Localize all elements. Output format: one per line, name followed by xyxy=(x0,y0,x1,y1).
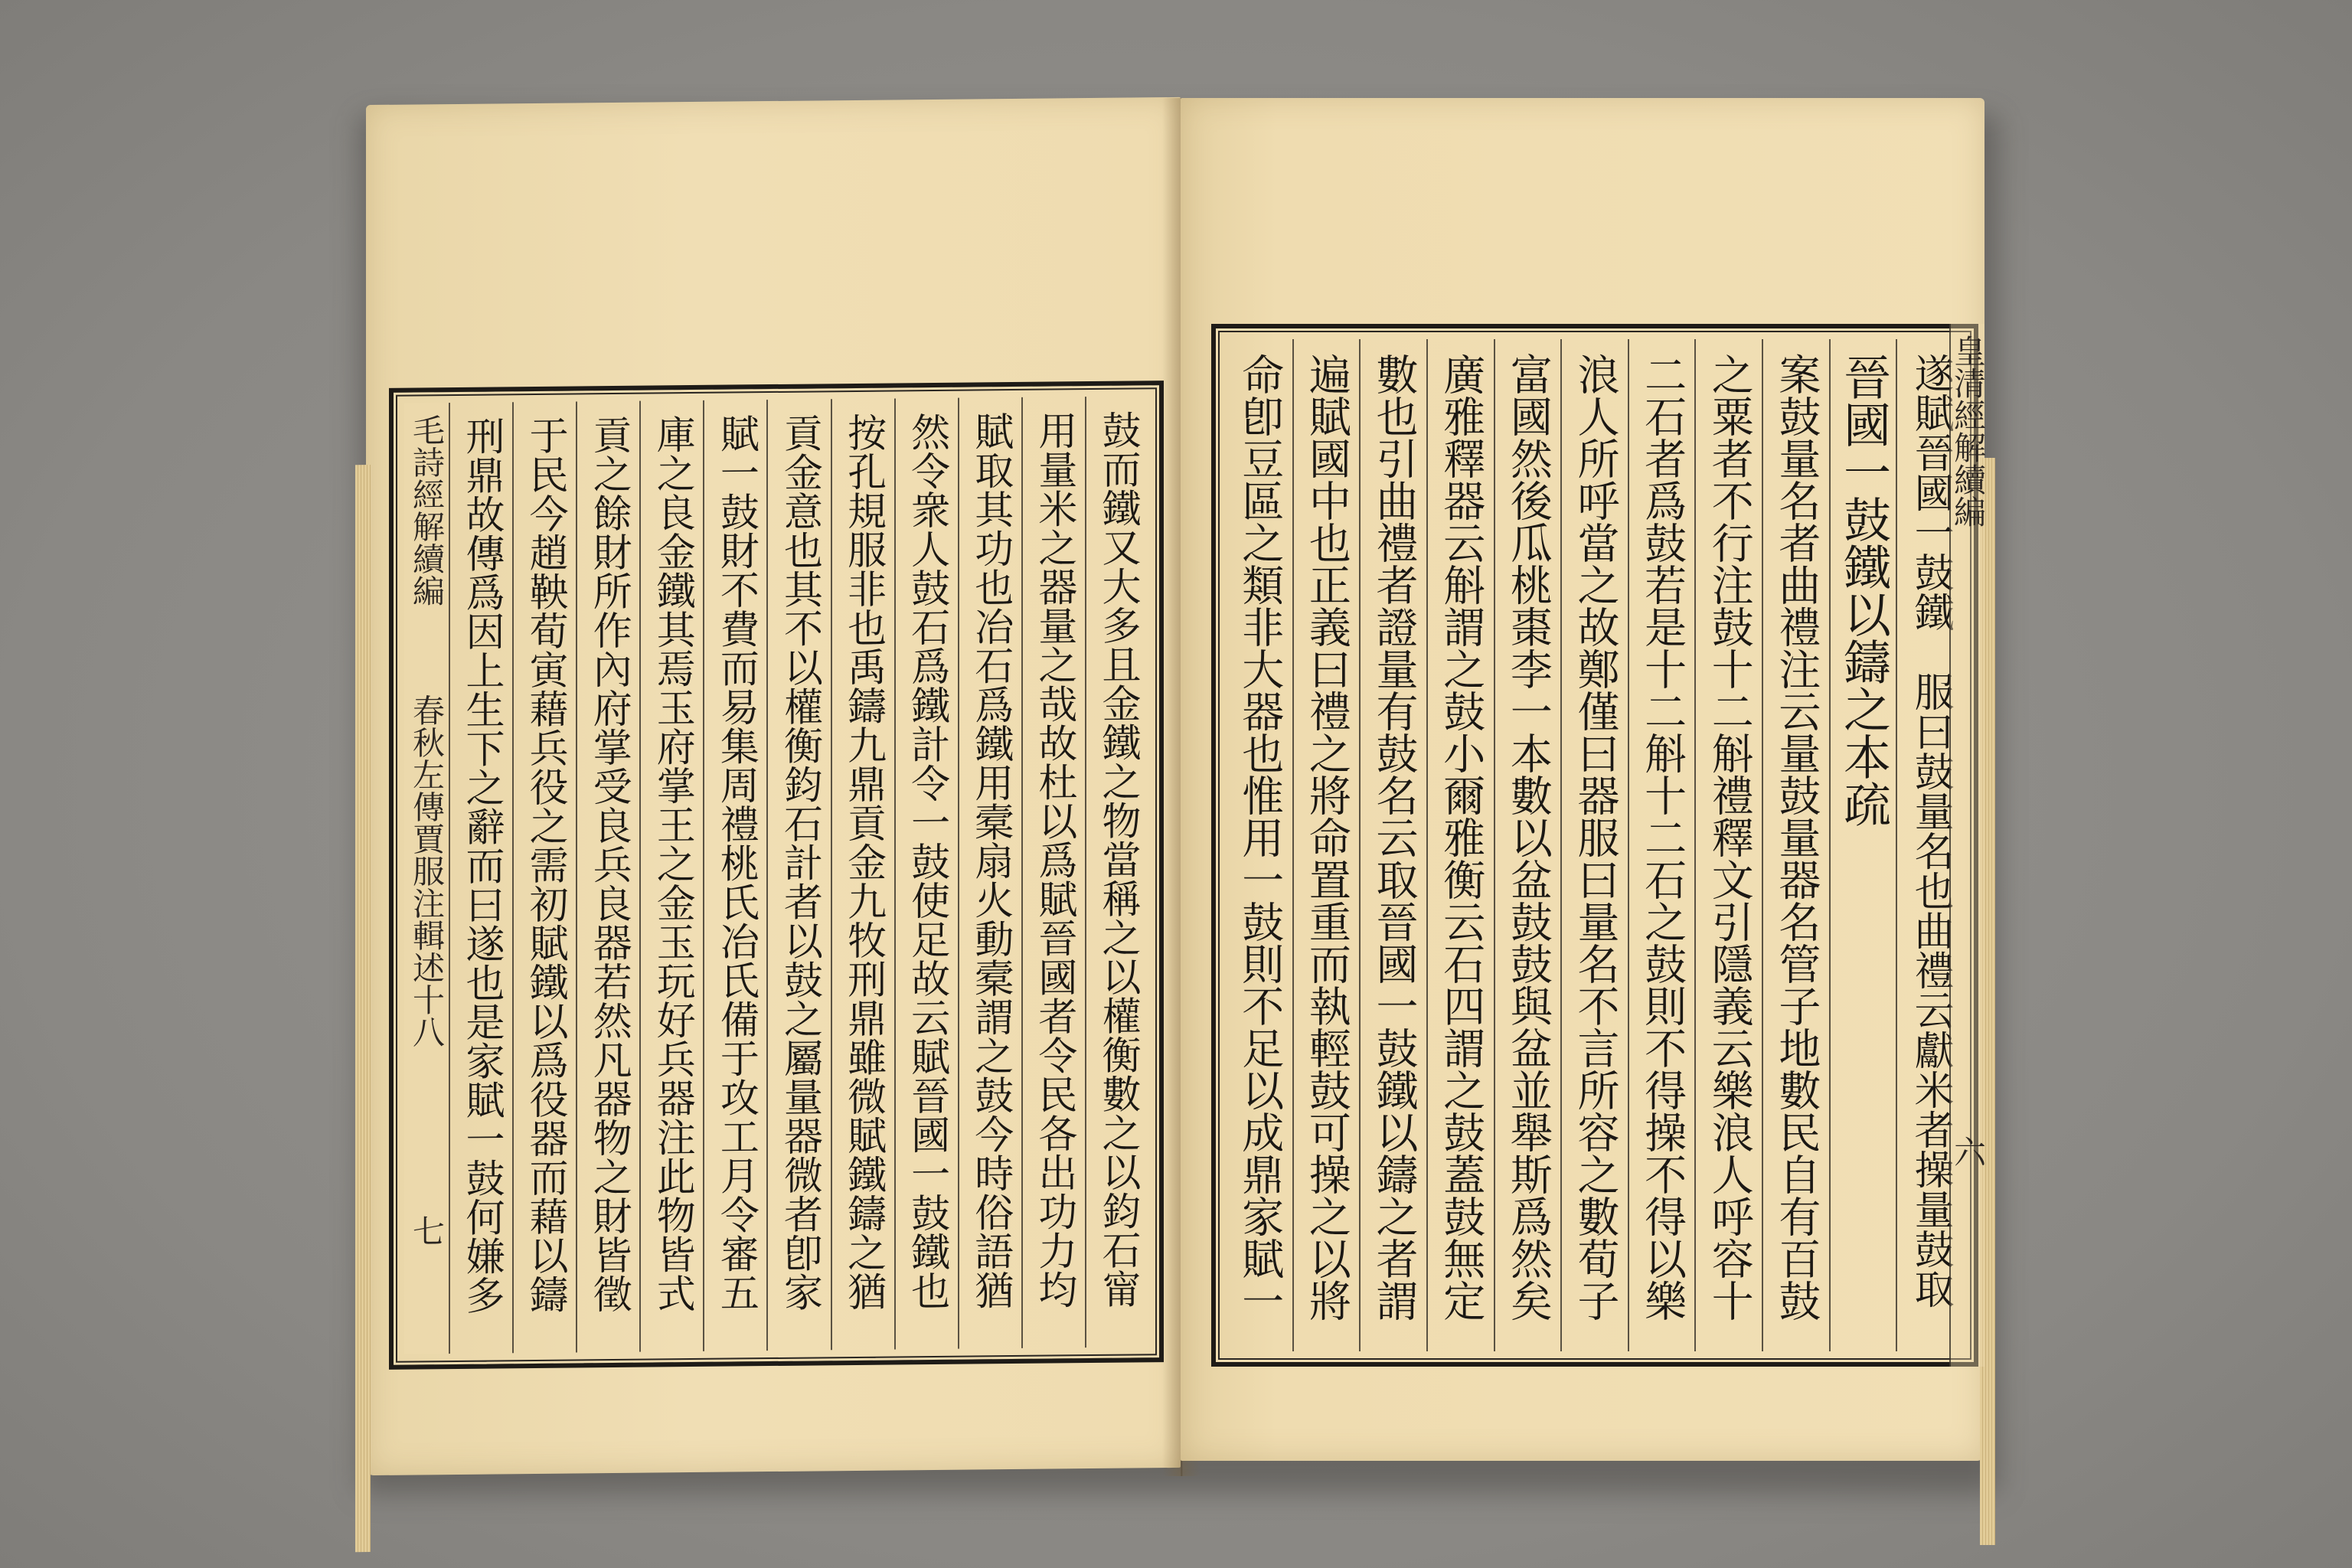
right-page-column xyxy=(1227,339,1292,1351)
left-margin-section: 春秋左傳賈服注輯述十八 xyxy=(407,694,446,1048)
right-page xyxy=(1181,98,1987,1461)
left-page-column xyxy=(766,399,830,1351)
left-page-edge xyxy=(355,465,371,1552)
left-page-column-text: 庫之良金鐵其焉玉府掌王之金玉玩好兵器注此物皆式 xyxy=(649,413,695,1313)
left-page xyxy=(366,97,1181,1475)
right-page-frame xyxy=(1211,324,1978,1367)
left-page-column xyxy=(958,397,1021,1349)
right-margin-page-number: 六 xyxy=(1949,1135,1987,1168)
left-page-column xyxy=(894,398,958,1350)
left-page-column xyxy=(831,398,894,1350)
right-page-column-text: 命卽豆區之類非大器也惟用一鼓則不足以成鼎家賦一 xyxy=(1235,353,1285,1321)
left-page-column-text: 賦取其功也冶石爲鐵用槖扇火動槖謂之鼓今時俗語猶 xyxy=(967,410,1013,1310)
right-page-column xyxy=(1628,339,1695,1351)
right-page-column xyxy=(1494,339,1561,1351)
right-page-column-text: 遂賦晉國一鼓鐵 服曰鼓量名也曲禮云獻米者操量鼓取 xyxy=(1907,353,1954,1308)
left-page-frame xyxy=(389,381,1164,1370)
left-page-column xyxy=(639,400,703,1352)
right-page-column-text: 廣雅釋器云斛謂之鼓小爾雅衡云石四謂之鼓蓋鼓無定 xyxy=(1436,353,1486,1321)
right-margin-title: 皇清經解續編 xyxy=(1949,335,1987,528)
left-margin-page-number: 七 xyxy=(407,1214,446,1247)
left-page-column-text: 刑鼎故傳爲因上生下之辭而曰遂也是家賦一鼓何嫌多 xyxy=(459,416,505,1315)
left-page-column xyxy=(703,400,766,1351)
right-page-column-text: 富國然後瓜桃棗李一本數以盆鼓鼓與盆並舉斯爲然矣 xyxy=(1503,353,1553,1321)
right-page-column-text: 遍賦國中也正義曰禮之將命置重而執輕鼓可操之以將 xyxy=(1302,353,1351,1321)
right-page-columns xyxy=(1227,339,1963,1351)
left-page-columns xyxy=(404,396,1148,1354)
right-page-column xyxy=(1359,339,1426,1351)
right-page-column-text: 浪人所呼當之故鄭僅曰器服曰量名不言所容之數荀子 xyxy=(1570,353,1620,1321)
right-page-column xyxy=(1694,339,1762,1351)
left-page-column xyxy=(449,402,512,1354)
left-page-column-text: 用量米之器量之哉故杜以爲賦晉國者令民各出功力均 xyxy=(1031,410,1076,1309)
left-page-column xyxy=(1021,397,1085,1348)
right-page-column xyxy=(1762,339,1829,1351)
left-margin-title: 毛詩經解續編 xyxy=(407,413,446,607)
right-page-column xyxy=(1426,339,1494,1351)
right-page-column-text: 數也引曲禮者證量有鼓名云取晉國一鼓鐵以鑄之者謂 xyxy=(1369,353,1419,1321)
left-page-column xyxy=(512,401,576,1353)
right-page-column-text: 二石者爲鼓若是十二斛十二石之鼓則不得操不得以樂 xyxy=(1638,353,1687,1321)
right-page-margin xyxy=(1949,324,1987,1367)
left-page-margin xyxy=(404,403,449,1354)
left-page-column-text: 賦一鼓財不費而易集周禮桃氏冶氏備于攻工月令審五 xyxy=(713,413,759,1312)
left-page-column-text: 按孔規服非也禹鑄九鼎貢金九牧刑鼎雖微賦鐵鑄之猶 xyxy=(840,412,886,1312)
right-page-column-text: 案鼓量名者曲禮注云量鼓量器名管子地數民自有百鼓 xyxy=(1772,353,1821,1321)
right-page-column xyxy=(1560,339,1628,1351)
right-page-column-text: 晉國一鼓鐵以鑄之本疏 xyxy=(1835,353,1892,828)
left-page-column-text: 鼓而鐵又大多且金鐵之物當稱之以權衡數之以鈞石甯 xyxy=(1094,410,1140,1308)
left-page-column xyxy=(576,401,639,1353)
right-page-column xyxy=(1292,339,1360,1351)
right-page-column xyxy=(1829,339,1896,1351)
left-page-column-text: 貢之餘財所作內府掌受良兵良器若然凡器物之財皆徵 xyxy=(586,414,632,1314)
left-page-column-text: 于民今趙鞅荀寅藉兵役之需初賦鐵以爲役器而藉以鑄 xyxy=(522,415,568,1315)
right-page-column-text: 之粟者不行注鼓十二斛禮釋文引隱義云樂浪人呼容十 xyxy=(1704,353,1754,1321)
left-page-column-text: 貢金意也其不以權衡鈞石計者以鼓之屬量器微者卽家 xyxy=(776,413,822,1312)
left-page-column xyxy=(1085,396,1148,1348)
left-page-column-text: 然令衆人鼓石爲鐵計令一鼓使足故云賦晉國一鼓鐵也 xyxy=(903,411,949,1311)
